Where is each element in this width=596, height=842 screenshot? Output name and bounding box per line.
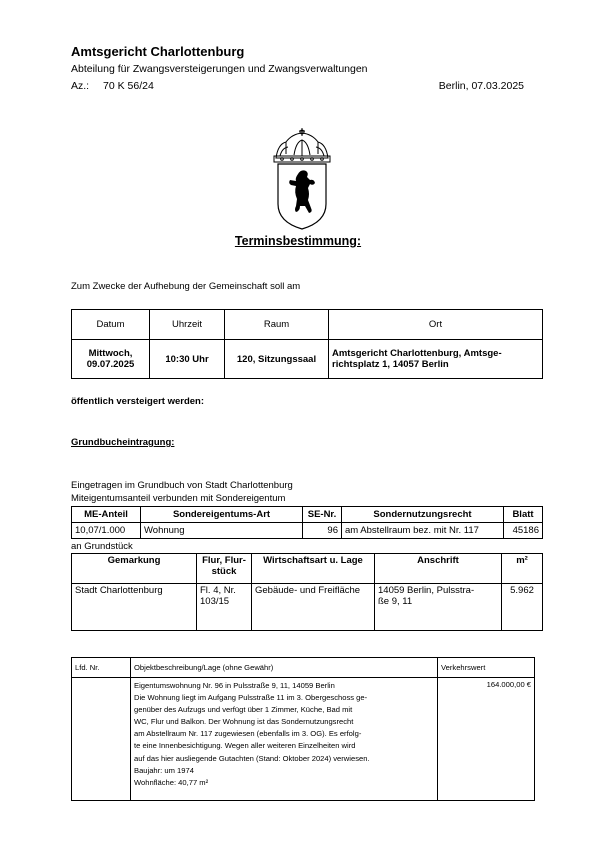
- cell-se-art: Wohnung: [141, 523, 303, 539]
- cell-sondernutzung: am Abstellraum bez. mit Nr. 117: [342, 523, 504, 539]
- col-se-art: Sondereigentums-Art: [141, 507, 303, 523]
- col-blatt: Blatt: [504, 507, 543, 523]
- header-date: Datum: [72, 310, 150, 340]
- col-anschrift: Anschrift: [375, 554, 502, 584]
- land-register-line2: Miteigentumsanteil verbunden mit Sondereigentum: [71, 493, 286, 504]
- document-title: Terminsbestimmung:: [234, 234, 362, 248]
- col-lfd-nr: Lfd. Nr.: [72, 658, 131, 678]
- land-register-heading: Grundbucheintragung:: [71, 437, 175, 448]
- court-department: Abteilung für Zwangsversteigerungen und Zwangsverwaltungen: [71, 63, 368, 75]
- appointment-room: 120, Sitzungssaal: [225, 340, 329, 379]
- table-row: [72, 678, 535, 801]
- header-place: Ort: [329, 310, 543, 340]
- table-row: [72, 523, 543, 539]
- court-name: Amtsgericht Charlottenburg: [71, 44, 245, 59]
- col-description: Objektbeschreibung/Lage (ohne Gewähr): [131, 658, 438, 678]
- cell-m2: 5.962: [502, 584, 543, 631]
- crown-icon: [274, 128, 330, 162]
- place-date: Berlin, 07.03.2025: [438, 80, 524, 92]
- col-value: Verkehrswert: [438, 658, 535, 678]
- appointment-table: [71, 309, 543, 379]
- col-me-anteil: ME-Anteil: [72, 507, 141, 523]
- cell-anschrift: 14059 Berlin, Pulsstra- ße 9, 11: [375, 584, 502, 631]
- file-number-label: Az.:: [71, 80, 90, 92]
- cell-blatt: 45186: [504, 523, 543, 539]
- cell-lfd-nr: [72, 678, 131, 801]
- berlin-bear-crest-icon: [272, 128, 332, 230]
- appointment-date: Mittwoch, 09.07.2025: [72, 340, 150, 379]
- intro-text: Zum Zwecke der Aufhebung der Gemeinschaft soll am: [71, 281, 301, 292]
- land-register-line1: Eingetragen im Grundbuch von Stadt Charlottenburg: [71, 480, 293, 491]
- cell-wirtschaftsart: Gebäude- und Freifläche: [252, 584, 375, 631]
- appointment-place: Amtsgericht Charlottenburg, Amtsge- richtsplatz 1, 14057 Berlin: [329, 340, 543, 379]
- cell-flur: Fl. 4, Nr. 103/15: [197, 584, 252, 631]
- appointment-time: 10:30 Uhr: [150, 340, 225, 379]
- header-time: Uhrzeit: [150, 310, 225, 340]
- plot-table: [71, 553, 543, 631]
- unit-table: [71, 506, 543, 539]
- cell-description: Eigentumswohnung Nr. 96 in Pulsstraße 9, 11, 14059 Berlin Die Wohnung liegt im Aufgang Pulsstraße 11 im 3. Obergeschoss ge- genüber des Aufzugs und verfügt über 1 Zimmer, Küche, Bad mit WC, Flur und Balkon. Der Wohnung ist das Sondernutzungsrecht am Abstellraum Nr. 117 zugewiesen (ebenfalls im 3. OG). Es erfolg- te eine Innenbesichtigung. Wegen aller weiteren Einzelheiten wird auf das hier ausliegende Gutachten (Stand: Oktober 2024) verwiesen. Baujahr: um 1974 Wohnfläche: 40,77 m²: [131, 678, 438, 801]
- cell-se-nr: 96: [303, 523, 342, 539]
- an-grundstueck-label: an Grundstück: [71, 541, 133, 552]
- col-sondernutzung: Sondernutzungsrecht: [342, 507, 504, 523]
- col-gemarkung: Gemarkung: [72, 554, 197, 584]
- auction-text: öffentlich versteigert werden:: [71, 396, 205, 407]
- header-room: Raum: [225, 310, 329, 340]
- cell-gemarkung: Stadt Charlottenburg: [72, 584, 197, 631]
- file-number: 70 K 56/24: [103, 80, 154, 92]
- table-row: [72, 584, 543, 631]
- col-flur: Flur, Flur- stück: [197, 554, 252, 584]
- col-se-nr: SE-Nr.: [303, 507, 342, 523]
- cell-value: 164.000,00 €: [438, 678, 535, 801]
- cell-me-anteil: 10,07/1.000: [72, 523, 141, 539]
- col-m2: m²: [502, 554, 543, 584]
- object-table: [71, 657, 535, 801]
- col-wirtschaftsart: Wirtschaftsart u. Lage: [252, 554, 375, 584]
